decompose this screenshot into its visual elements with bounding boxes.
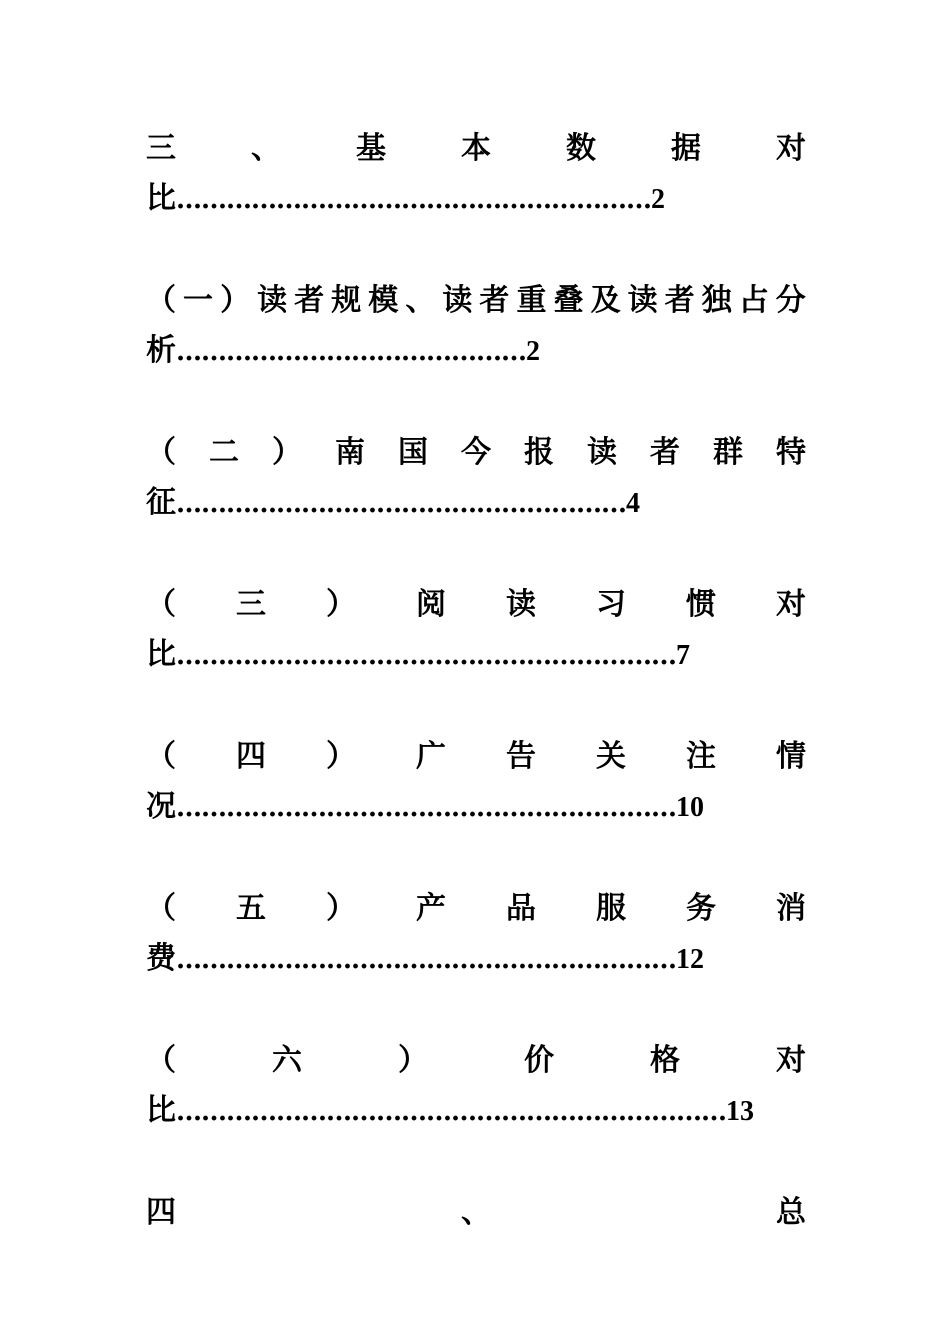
toc-char: 比 — [146, 181, 176, 216]
toc-char: 、 — [461, 1195, 491, 1230]
toc-char: 四 — [146, 1195, 176, 1230]
toc-char: 对 — [776, 587, 806, 622]
toc-char: 六 — [272, 1043, 302, 1078]
toc-char: 征 — [146, 485, 176, 520]
toc-char: 二 — [209, 435, 239, 470]
toc-char: 叠 — [553, 283, 584, 318]
toc-char: 情 — [776, 739, 806, 774]
toc-char: 南 — [335, 435, 365, 470]
toc-leader-line — [146, 630, 806, 680]
toc-char: 、 — [405, 283, 436, 318]
toc-heading — [146, 732, 806, 782]
page-number: 13 — [726, 1096, 754, 1127]
toc-char: ） — [272, 435, 302, 470]
toc-entry-3-2 — [146, 428, 806, 528]
toc-char: （ — [146, 739, 176, 774]
toc-char: 习 — [596, 587, 626, 622]
toc-leader-line — [146, 174, 806, 224]
toc-char: 占 — [738, 283, 769, 318]
toc-char: （ — [146, 1043, 176, 1078]
table-of-contents — [146, 124, 806, 1290]
toc-entry-3-3 — [146, 580, 806, 680]
toc-char: 一 — [183, 283, 214, 318]
toc-char: 特 — [776, 435, 806, 470]
toc-char: 、 — [251, 131, 281, 166]
toc-char: 读 — [627, 283, 658, 318]
toc-char: 告 — [506, 739, 536, 774]
page-number: 2 — [526, 336, 540, 367]
dot-leader: …………………………………………………… — [176, 641, 676, 671]
toc-char: 析 — [146, 333, 176, 368]
toc-char: 阅 — [416, 587, 446, 622]
toc-heading — [146, 580, 806, 630]
toc-char: 况 — [146, 789, 176, 824]
toc-char: 本 — [461, 131, 491, 166]
dot-leader: …………………………………… — [176, 337, 526, 367]
toc-leader-line — [146, 934, 806, 984]
toc-heading — [146, 276, 806, 326]
toc-heading — [146, 1036, 806, 1086]
toc-char: 独 — [701, 283, 732, 318]
toc-char: 据 — [671, 131, 701, 166]
toc-char: 基 — [356, 131, 386, 166]
toc-heading — [146, 124, 806, 174]
toc-char: 比 — [146, 637, 176, 672]
page-number: 7 — [676, 640, 690, 671]
toc-char: 今 — [461, 435, 491, 470]
toc-char: 五 — [236, 891, 266, 926]
toc-char: 三 — [146, 131, 176, 166]
toc-leader-line — [146, 478, 806, 528]
toc-char: 格 — [650, 1043, 680, 1078]
toc-char: 总 — [776, 1195, 806, 1230]
page-number: 2 — [651, 184, 665, 215]
toc-char: 群 — [713, 435, 743, 470]
toc-char: 关 — [596, 739, 626, 774]
toc-char: 对 — [776, 1043, 806, 1078]
toc-heading — [146, 428, 806, 478]
toc-char: 规 — [331, 283, 362, 318]
toc-char: 读 — [506, 587, 536, 622]
toc-char: ） — [220, 283, 251, 318]
toc-char: 者 — [479, 283, 510, 318]
toc-char: 模 — [368, 283, 399, 318]
toc-char: 读 — [442, 283, 473, 318]
toc-char: 读 — [257, 283, 288, 318]
toc-entry-3 — [146, 124, 806, 224]
toc-char: （ — [146, 435, 176, 470]
toc-char: 产 — [416, 891, 446, 926]
toc-char: ） — [326, 891, 356, 926]
toc-char: 者 — [294, 283, 325, 318]
toc-char: 者 — [650, 435, 680, 470]
dot-leader: …………………………………………………… — [176, 945, 676, 975]
toc-char: 品 — [506, 891, 536, 926]
toc-entry-3-4 — [146, 732, 806, 832]
toc-char: 报 — [524, 435, 554, 470]
toc-char: （ — [146, 587, 176, 622]
toc-char: ） — [398, 1043, 428, 1078]
toc-char: 者 — [664, 283, 695, 318]
toc-entry-4 — [146, 1188, 806, 1238]
page-number: 12 — [676, 944, 704, 975]
toc-char: 价 — [524, 1043, 554, 1078]
dot-leader: …………………………………………………… — [176, 793, 676, 823]
toc-char: ） — [326, 587, 356, 622]
toc-char: （ — [146, 283, 176, 318]
toc-char: 比 — [146, 1093, 176, 1128]
toc-entry-3-6 — [146, 1036, 806, 1136]
dot-leader: ………………………………………………………… — [176, 1097, 726, 1127]
page-number: 10 — [676, 792, 704, 823]
toc-char: 及 — [590, 283, 621, 318]
toc-char: （ — [146, 891, 176, 926]
toc-char: 读 — [587, 435, 617, 470]
toc-leader-line — [146, 326, 806, 376]
toc-char: 分 — [775, 283, 806, 318]
toc-char: 服 — [596, 891, 626, 926]
toc-char: ） — [326, 739, 356, 774]
toc-char: 务 — [686, 891, 716, 926]
toc-leader-line — [146, 1086, 806, 1136]
toc-char: 消 — [776, 891, 806, 926]
toc-char: 国 — [398, 435, 428, 470]
toc-char: 注 — [686, 739, 716, 774]
toc-heading — [146, 1188, 806, 1238]
toc-entry-3-1 — [146, 276, 806, 376]
toc-char: 费 — [146, 941, 176, 976]
toc-char: 数 — [566, 131, 596, 166]
toc-char: 对 — [776, 131, 806, 166]
dot-leader: ……………………………………………… — [176, 489, 626, 519]
dot-leader: ………………………………………………… — [176, 185, 651, 215]
toc-char: 三 — [236, 587, 266, 622]
toc-leader-line — [146, 782, 806, 832]
page-number: 4 — [626, 488, 640, 519]
toc-char: 惯 — [686, 587, 716, 622]
toc-char: 重 — [516, 283, 547, 318]
toc-char: 广 — [416, 739, 446, 774]
toc-entry-3-5 — [146, 884, 806, 984]
toc-heading — [146, 884, 806, 934]
toc-char: 四 — [236, 739, 266, 774]
